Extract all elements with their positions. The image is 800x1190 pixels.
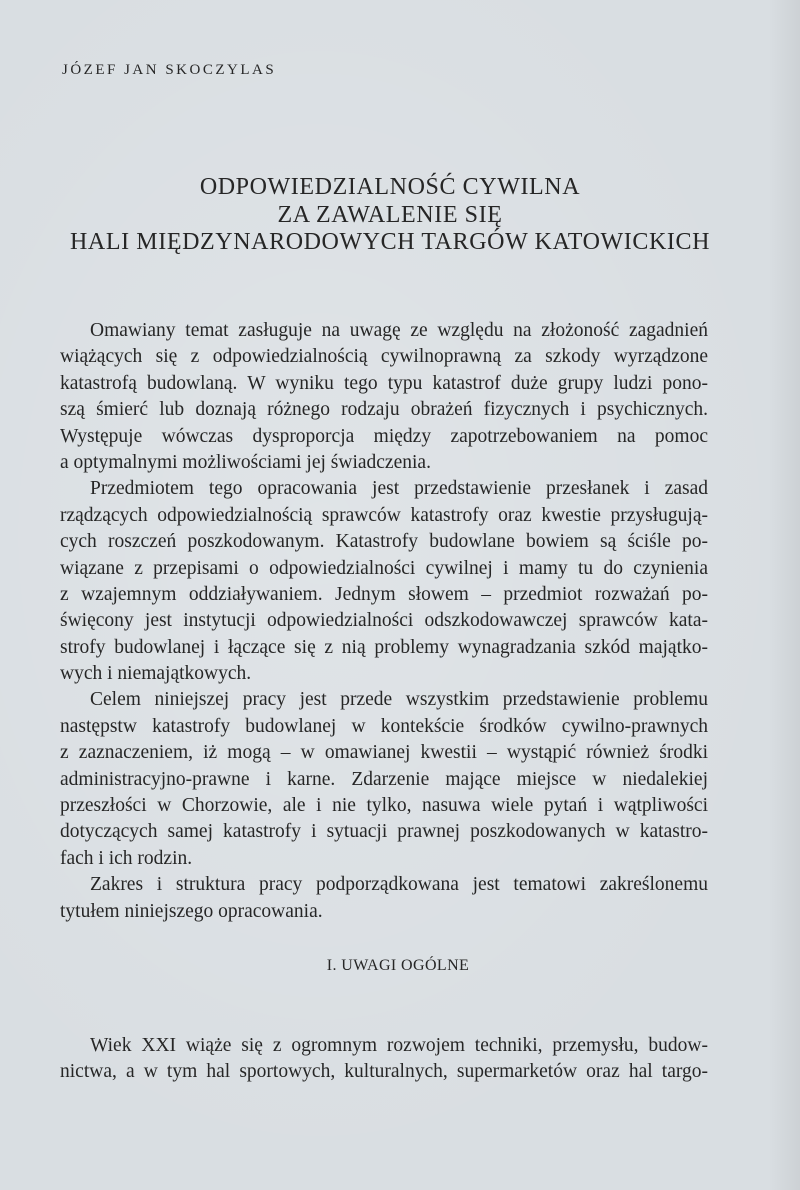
text-line: następstw katastrofy budowlanej w kontekście środków cywilno-prawnych	[60, 715, 708, 737]
paragraph	[60, 1033, 708, 1086]
text-line: Przedmiotem tego opracowania jest przedstawienie przesłanek i zasad	[90, 478, 708, 500]
text-line: a optymalnymi możliwościami jej świadczenia.	[60, 451, 431, 473]
paragraph	[60, 872, 708, 925]
paragraph	[60, 318, 708, 476]
running-header-author: JÓZEF JAN SKOCZYLAS	[62, 62, 277, 78]
text-line: administracyjno-prawne i karne. Zdarzenie mające miejsce w niedalekiej	[60, 768, 708, 790]
text-line: tytułem niniejszego opracowania.	[60, 900, 323, 922]
title-line: ODPOWIEDZIALNOŚĆ CYWILNA	[199, 174, 581, 200]
text-line: cych roszczeń poszkodowanym. Katastrofy budowlane bowiem są ściśle po-	[60, 531, 708, 553]
text-line: nictwa, a w tym hal sportowych, kulturalnych, supermarketów oraz hal targo-	[60, 1061, 708, 1083]
text-line: szą śmierć lub doznają różnego rodzaju obrażeń fizycznych i psychicznych.	[60, 399, 708, 421]
article-title	[60, 174, 720, 257]
text-line: wiążących się z odpowiedzialnością cywilnoprawną za szkody wyrządzone	[60, 346, 708, 368]
paragraph	[60, 476, 708, 687]
text-line: przeszłości w Chorzowie, ale i nie tylko, nasuwa wiele pytań i wątpliwości	[60, 795, 708, 817]
text-line: Występuje wówczas dysproporcja między zapotrzebowaniem na pomoc	[60, 425, 708, 447]
intro-body-text	[60, 318, 708, 925]
text-line: Wiek XXI wiąże się z ogromnym rozwojem techniki, przemysłu, budow-	[90, 1035, 708, 1056]
text-line: fach i ich rodzin.	[60, 847, 193, 869]
text-line: strofy budowlanej i łączące się z nią problemy wynagradzania szkód majątko-	[60, 636, 708, 658]
text-line: dotyczących samej katastrofy i sytuacji prawnej poszkodowanych w katastro-	[60, 821, 708, 843]
title-line: HALI MIĘDZYNARODOWYCH TARGÓW KATOWICKICH	[69, 229, 711, 255]
section-body-text	[60, 1033, 708, 1086]
text-line: katastrofą budowlaną. W wyniku tego typu katastrof duże grupy ludzi pono-	[60, 372, 708, 394]
paragraph	[60, 687, 708, 872]
text-line: rządzących odpowiedzialnością sprawców katastrofy oraz kwestie przysługują-	[60, 504, 708, 526]
title-line: ZA ZAWALENIE SIĘ	[277, 201, 503, 228]
text-line: z zaznaczeniem, iż mogą – w omawianej kwestii – wystąpić również środki	[60, 742, 708, 764]
text-line: święcony jest instytucji odpowiedzialności odszkodowawczej sprawców kata-	[60, 610, 708, 632]
text-line: wiązane z przepisami o odpowiedzialności cywilnej i mamy tu do czynienia	[60, 557, 708, 579]
section-heading: I. UWAGI OGÓLNE	[326, 957, 470, 974]
text-line: wych i niemajątkowych.	[60, 663, 252, 685]
text-line: Omawiany temat zasługuje na uwagę ze względu na złożoność zagadnień	[90, 320, 708, 341]
text-line: z wzajemnym oddziaływaniem. Jednym słowem – przedmiot rozważań po-	[60, 583, 708, 605]
text-line: Celem niniejszej pracy jest przede wszystkim przedstawienie problemu	[90, 689, 708, 711]
text-line: Zakres i struktura pracy podporządkowana jest tematowi zakreślonemu	[90, 874, 708, 896]
